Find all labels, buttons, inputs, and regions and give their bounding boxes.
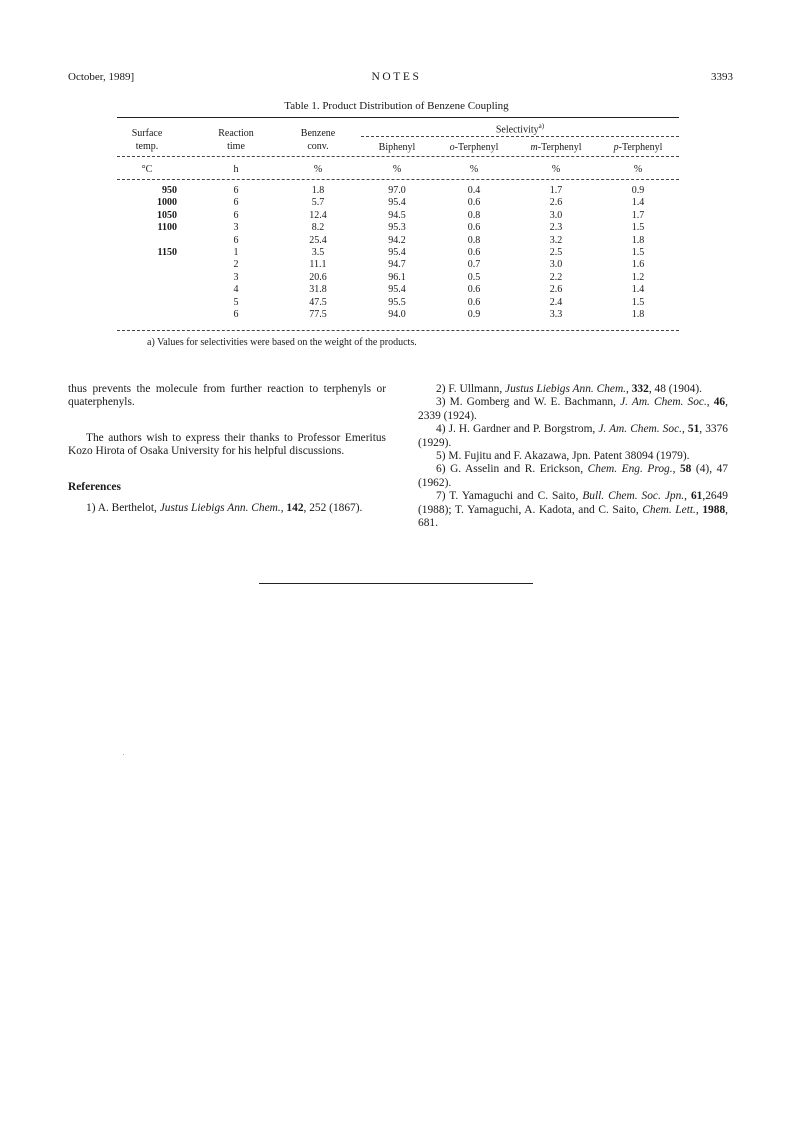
- ref-volume: 61: [690, 490, 703, 503]
- ref-journal: Justus Liebigs Ann. Chem.: [505, 383, 627, 395]
- cell-benzene-conv: 5.7: [311, 197, 325, 209]
- cell-benzene-conv: 31.8: [309, 284, 327, 296]
- table-bottom-rule: [117, 330, 679, 331]
- ref-number: 2): [436, 383, 446, 395]
- ref-volume: 332: [631, 383, 649, 395]
- cell-o-terphenyl: 0.9: [467, 309, 481, 320]
- cell-benzene-conv: 12.4: [309, 209, 327, 221]
- cell-m-terphenyl: 2.2: [549, 271, 563, 283]
- references-heading: References: [68, 480, 121, 493]
- cell-o-terphenyl: 0.6: [467, 222, 481, 234]
- ref-pages-year: , 252 (1867).: [303, 502, 363, 515]
- ref-authors: A. Berthelot,: [97, 502, 160, 515]
- header-p-terphenyl: [597, 141, 679, 154]
- table-caption: Table 1. Product Distribution of Benzene Coupling: [284, 100, 509, 112]
- cell-reaction-time: 2: [233, 259, 239, 271]
- cell-biphenyl: 94.2: [388, 234, 406, 246]
- left-column: [68, 383, 386, 515]
- cell-p-terphenyl: 1.5: [631, 222, 645, 234]
- cell-reaction-time: 6: [233, 197, 239, 209]
- cell-m-terphenyl: 1.7: [549, 185, 563, 196]
- running-header-section: NOTES: [371, 71, 422, 83]
- cell-o-terphenyl: 0.7: [467, 259, 481, 271]
- ref-journal: J. Am. Chem. Soc.: [620, 396, 707, 409]
- running-header-date: October, 1989]: [68, 71, 135, 83]
- ref-number: 3): [436, 396, 446, 409]
- header-selectivity-label: Selectivity: [495, 124, 539, 136]
- cell-reaction-time: 3: [233, 222, 239, 234]
- ref-authors: M. Gomberg and W. E. Bachmann,: [449, 396, 621, 409]
- scan-speck: [123, 754, 124, 755]
- header-benzene-conv-line1: Benzene: [300, 128, 336, 139]
- ref-authors: F. Ullmann,: [448, 383, 506, 395]
- ref-authors: G. Asselin and R. Erickson,: [450, 463, 588, 476]
- ref-pages-year: , 48 (1904).: [648, 383, 702, 395]
- cell-reaction-time: 6: [233, 309, 239, 320]
- cell-surface-temp: [117, 284, 177, 296]
- cell-p-terphenyl: 1.6: [631, 259, 645, 271]
- cell-o-terphenyl: 0.6: [467, 247, 481, 258]
- cell-o-terphenyl: 0.6: [467, 197, 481, 209]
- ref-number: 5): [436, 450, 446, 463]
- cell-benzene-conv: 20.6: [309, 271, 327, 283]
- cell-biphenyl: 96.1: [388, 271, 406, 283]
- cell-biphenyl: 97.0: [388, 185, 406, 196]
- cell-m-terphenyl: 2.5: [549, 247, 563, 258]
- cell-benzene-conv: 8.2: [311, 222, 325, 234]
- unit-surface-temp: °C: [141, 164, 153, 175]
- cell-m-terphenyl: 2.6: [549, 284, 563, 296]
- table-top-rule: [117, 117, 679, 118]
- ref-pages-year: , 3376 (1929).: [418, 423, 728, 449]
- header-m-terphenyl: [515, 141, 597, 154]
- cell-o-terphenyl: 0.4: [467, 185, 481, 196]
- p-terphenyl-label: -Terphenyl: [618, 142, 663, 153]
- cell-biphenyl: 95.3: [388, 222, 406, 234]
- unit-biphenyl: %: [392, 164, 402, 175]
- cell-m-terphenyl: 2.4: [549, 296, 563, 308]
- cell-reaction-time: 1: [233, 247, 239, 258]
- end-of-article-rule: [259, 583, 533, 584]
- cell-surface-temp: 950: [162, 185, 177, 196]
- cell-biphenyl: 94.7: [388, 259, 406, 271]
- cell-surface-temp: 1000: [157, 197, 177, 209]
- cell-p-terphenyl: 1.4: [631, 284, 645, 296]
- m-prefix: m: [530, 142, 538, 153]
- cell-reaction-time: 4: [233, 284, 239, 296]
- units-underline: [117, 179, 679, 180]
- ref-pages-year: (4), 47 (1962).: [418, 463, 728, 489]
- cell-biphenyl: 95.4: [388, 247, 406, 258]
- cell-benzene-conv: 11.1: [309, 259, 327, 271]
- cell-p-terphenyl: 1.8: [631, 234, 645, 246]
- cell-p-terphenyl: 1.8: [631, 309, 645, 320]
- p-prefix: p: [613, 142, 619, 153]
- header-selectivity: [361, 120, 679, 136]
- cell-reaction-time: 6: [233, 234, 239, 246]
- ref-journal: Chem. Eng. Prog.: [587, 463, 673, 476]
- cell-o-terphenyl: 0.6: [467, 296, 481, 308]
- ref-volume: 142: [286, 502, 304, 515]
- cell-p-terphenyl: 1.4: [631, 197, 645, 209]
- cell-benzene-conv: 47.5: [309, 296, 327, 308]
- header-surface-temp-line1: Surface: [131, 128, 163, 139]
- reference-4: 4) J. H. Gardner and P. Borgstrom, J. Am. Chem. Soc., 51, 3376 (1929).: [418, 423, 728, 449]
- unit-benzene-conv: %: [313, 164, 323, 175]
- ref-journal: Justus Liebigs Ann. Chem.: [159, 502, 281, 515]
- o-prefix: o: [449, 142, 455, 153]
- reference-2: 2) F. Ullmann, Justus Liebigs Ann. Chem., 332, 48 (1904).: [436, 383, 702, 395]
- cell-biphenyl: 95.4: [388, 197, 406, 209]
- header-surface-temp-line2: temp.: [135, 141, 159, 152]
- cell-surface-temp: [117, 297, 177, 309]
- cell-m-terphenyl: 3.3: [549, 309, 563, 320]
- cell-m-terphenyl: 3.0: [549, 209, 563, 221]
- ref-volume: 58: [679, 463, 692, 476]
- cell-surface-temp: 1050: [157, 209, 177, 221]
- ref-journal: J. Am. Chem. Soc.: [598, 423, 682, 436]
- cell-o-terphenyl: 0.8: [467, 209, 481, 221]
- cell-benzene-conv: 77.5: [309, 309, 327, 320]
- ref-number: 6): [436, 463, 446, 476]
- cell-surface-temp: 1100: [157, 222, 177, 234]
- page-number: 3393: [711, 71, 733, 83]
- reference-7: 7) T. Yamaguchi and C. Saito, Bull. Chem. Soc. Jpn., 61,2649 (1988); T. Yamaguchi, A. Kadota, and C. Saito, Chem. Lett., 1988, 681.: [418, 490, 728, 530]
- reference-6: 6) G. Asselin and R. Erickson, Chem. Eng. Prog., 58 (4), 47 (1962).: [418, 463, 728, 489]
- header-surface-temp: [117, 127, 177, 153]
- table-footnote: a) Values for selectivities were based on the weight of the products.: [147, 337, 417, 348]
- right-column: [418, 383, 728, 530]
- header-benzene-conv: [285, 127, 351, 153]
- cell-m-terphenyl: 2.3: [549, 222, 563, 234]
- paragraph-continuation: thus prevents the molecule from further reaction to terphenyls or quaterphenyls.: [68, 383, 386, 409]
- ref-pages-year: ,2649 (1988); T. Yamaguchi, A. Kadota, and C. Saito,: [418, 490, 728, 516]
- cell-p-terphenyl: 1.7: [631, 209, 645, 221]
- cell-surface-temp: 1150: [157, 247, 177, 258]
- cell-biphenyl: 95.5: [388, 296, 406, 308]
- acknowledgment-paragraph: The authors wish to express their thanks to Professor Emeritus Kozo Hirota of Osaka University for his helpful discussions.: [68, 431, 386, 458]
- cell-m-terphenyl: 2.6: [549, 197, 563, 209]
- m-terphenyl-label: -Terphenyl: [537, 142, 582, 153]
- cell-biphenyl: 94.5: [388, 209, 406, 221]
- header-reaction-time: [205, 127, 267, 153]
- unit-reaction-time: h: [233, 164, 239, 175]
- cell-reaction-time: 3: [233, 271, 239, 283]
- cell-m-terphenyl: 3.0: [549, 259, 563, 271]
- header-reaction-time-line1: Reaction: [218, 128, 254, 139]
- o-terphenyl-label: -Terphenyl: [454, 142, 499, 153]
- cell-o-terphenyl: 0.5: [467, 271, 481, 283]
- header-biphenyl: Biphenyl: [378, 142, 416, 153]
- ref-authors: J. H. Gardner and P. Borgstrom,: [448, 423, 599, 436]
- unit-p-terphenyl: %: [633, 164, 643, 175]
- cell-p-terphenyl: 0.9: [631, 185, 645, 196]
- header-benzene-conv-line2: conv.: [307, 141, 329, 152]
- ref-pages-year: , 2339 (1924).: [418, 396, 728, 422]
- cell-o-terphenyl: 0.6: [467, 284, 481, 296]
- cell-surface-temp: [117, 309, 177, 321]
- ref-pages-2: , 681.: [418, 503, 728, 530]
- cell-benzene-conv: 3.5: [311, 247, 325, 258]
- cell-surface-temp: [117, 235, 177, 247]
- cell-p-terphenyl: 1.5: [631, 247, 645, 258]
- cell-reaction-time: 6: [233, 209, 239, 221]
- selectivity-footnote-marker: a): [538, 122, 545, 130]
- cell-m-terphenyl: 3.2: [549, 234, 563, 246]
- cell-benzene-conv: 1.8: [311, 185, 325, 196]
- cell-surface-temp: [117, 259, 177, 271]
- ref-journal-2: Chem. Lett.: [642, 503, 696, 516]
- cell-surface-temp: [117, 272, 177, 284]
- header-reaction-time-line2: time: [227, 141, 245, 152]
- ref-text: M. Fujitu and F. Akazawa, Jpn. Patent 38094 (1979).: [448, 450, 690, 463]
- cell-biphenyl: 94.0: [388, 309, 406, 320]
- ref-number: 4): [436, 423, 446, 436]
- cell-benzene-conv: 25.4: [309, 234, 327, 246]
- cell-p-terphenyl: 1.5: [631, 296, 645, 308]
- reference-1: 1) A. Berthelot, Justus Liebigs Ann. Chem., 142, 252 (1867).: [86, 502, 363, 515]
- cell-p-terphenyl: 1.2: [631, 271, 645, 283]
- header-underline: [117, 156, 679, 157]
- unit-o-terphenyl: %: [469, 164, 479, 175]
- cell-biphenyl: 95.4: [388, 284, 406, 296]
- reference-5: [418, 450, 728, 463]
- cell-reaction-time: 6: [233, 185, 239, 196]
- header-o-terphenyl: [433, 141, 515, 154]
- ref-volume-2: 1988: [702, 503, 726, 516]
- selectivity-underline: [361, 136, 679, 137]
- reference-3: 3) M. Gomberg and W. E. Bachmann, J. Am. Chem. Soc., 46, 2339 (1924).: [418, 396, 728, 422]
- ref-number: 1): [86, 502, 96, 515]
- ref-authors: T. Yamaguchi and C. Saito,: [449, 490, 583, 503]
- cell-o-terphenyl: 0.8: [467, 234, 481, 246]
- ref-volume: 46: [713, 396, 726, 409]
- ref-volume: 51: [687, 423, 700, 436]
- ref-journal: Bull. Chem. Soc. Jpn.: [582, 490, 685, 503]
- unit-m-terphenyl: %: [551, 164, 561, 175]
- ref-number: 7): [436, 490, 446, 503]
- cell-reaction-time: 5: [233, 296, 239, 308]
